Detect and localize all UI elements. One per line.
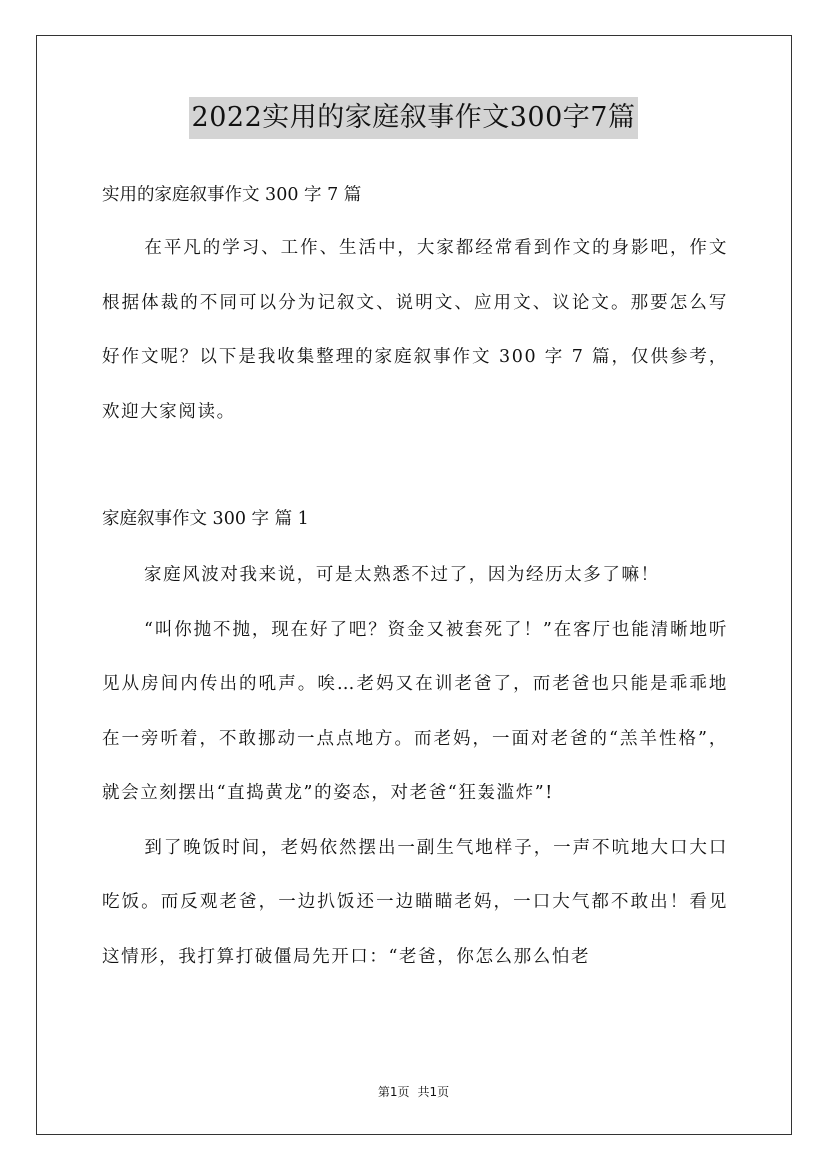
section-body <box>102 548 728 984</box>
page-total: 共1页 <box>417 1085 450 1099</box>
page-number: 第1页 <box>377 1085 410 1099</box>
page-footer <box>0 1083 827 1100</box>
document-subtitle: 实用的家庭叙事作文 300 字 7 篇 <box>102 185 362 205</box>
body-paragraph-text: 家庭风波对我来说，可是太熟悉不过了，因为经历太多了嘛！ <box>144 565 660 585</box>
section-heading: 家庭叙事作文 300 字 篇 1 <box>102 509 309 529</box>
intro-paragraph <box>102 221 728 439</box>
document-title: 2022实用的家庭叙事作文300字7篇 <box>189 97 639 139</box>
body-paragraph-text: “叫你抛不抛，现在好了吧？资金又被套死了！”在客厅也能清晰地听见从房间内传出的吼声。唉…老妈又在训老爸了，而老爸也只能是乖乖地在一旁听着，不敢挪动一点点地方。而老妈，一面对老爸的“羔羊性格”，就会立刻摆出“直捣黄龙”的姿态，对老爸“狂轰滥炸”! <box>102 619 728 803</box>
body-paragraph <box>102 821 728 985</box>
title-container <box>0 97 827 139</box>
body-paragraph-text: 到了晚饭时间，老妈依然摆出一副生气地样子，一声不吭地大口大口吃饭。而反观老爸，一边扒饭还一边瞄瞄老妈，一口大气都不敢出！看见这情形，我打算打破僵局先开口：“老爸，你怎么那么怕老 <box>102 837 728 967</box>
body-paragraph <box>102 548 728 603</box>
body-paragraph <box>102 603 728 821</box>
intro-paragraph-text: 在平凡的学习、工作、生活中，大家都经常看到作文的身影吧，作文根据体裁的不同可以分为记叙文、说明文、应用文、议论文。那要怎么写好作文呢？以下是我收集整理的家庭叙事作文 300 字 7 篇，仅供参考，欢迎大家阅读。 <box>102 238 728 422</box>
